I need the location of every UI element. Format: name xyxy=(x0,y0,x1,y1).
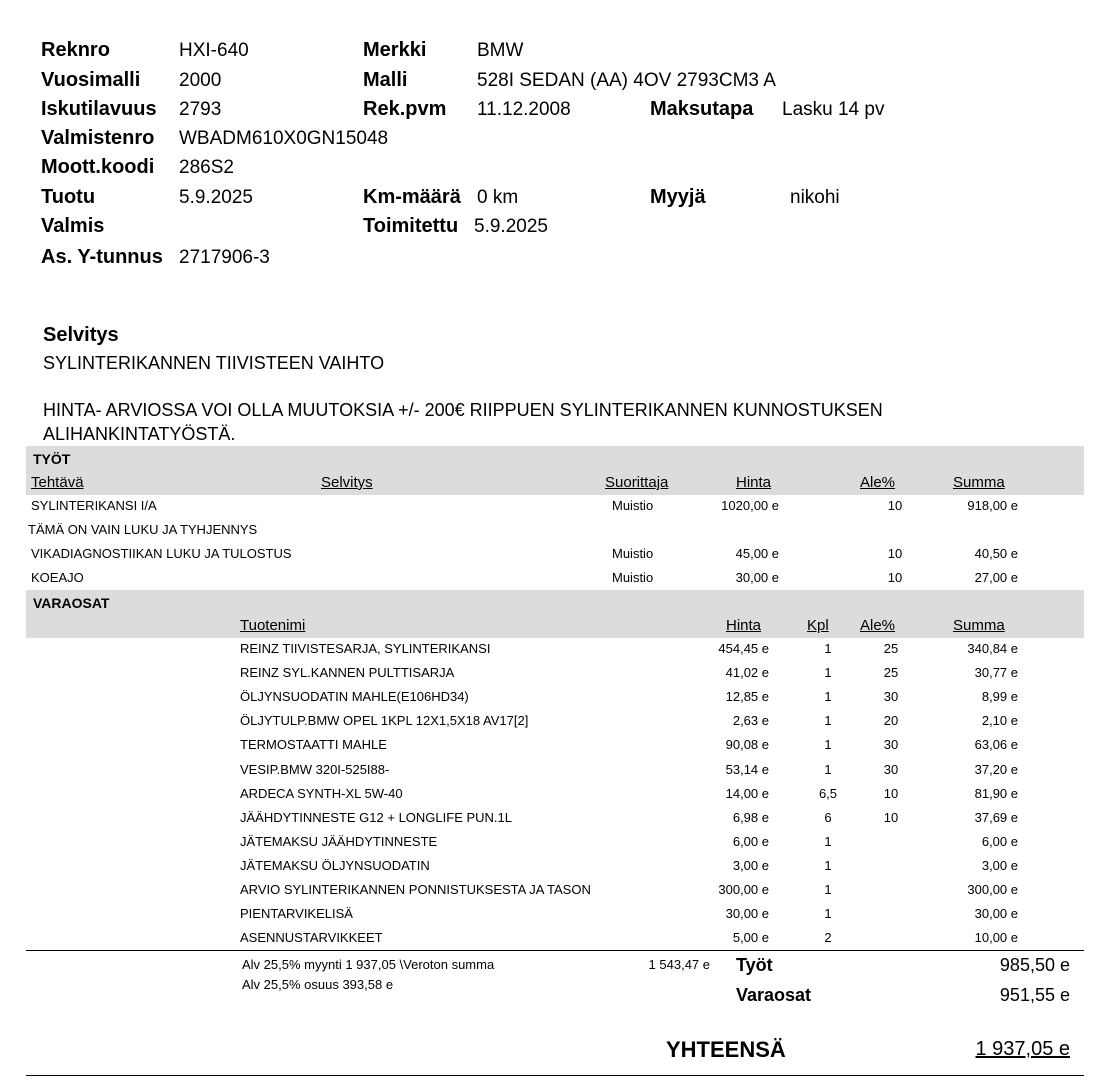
part-qty: 1 xyxy=(824,689,832,704)
merkki-value: BMW xyxy=(477,40,524,61)
table-row xyxy=(0,830,1109,854)
table-row xyxy=(0,854,1109,878)
labor-task: VIKADIAGNOSTIIKAN LUKU JA TULOSTUS xyxy=(31,546,292,561)
part-qty: 6 xyxy=(824,810,832,825)
labor-price: 1020,00 e xyxy=(721,498,779,513)
rekpvm-label: Rek.pvm xyxy=(363,98,447,120)
part-discount: 30 xyxy=(883,762,899,777)
malli-value: 528I SEDAN (AA) 4OV 2793CM3 A xyxy=(477,70,776,91)
labor-total-value: 985,50 e xyxy=(999,955,1070,975)
part-sum: 10,00 e xyxy=(974,930,1018,945)
reknro-value: HXI-640 xyxy=(179,40,249,61)
part-price: 41,02 e xyxy=(725,665,769,680)
bottom-divider xyxy=(26,1075,1084,1076)
labor-discount: 10 xyxy=(887,570,903,585)
tuotu-value: 5.9.2025 xyxy=(179,187,253,208)
table-row xyxy=(0,733,1109,757)
part-qty: 1 xyxy=(824,641,832,656)
part-name: PIENTARVIKELISÄ xyxy=(240,906,353,921)
part-sum: 37,20 e xyxy=(974,762,1018,777)
parts-header-band xyxy=(26,590,1084,638)
part-price: 14,00 e xyxy=(725,786,769,801)
ytunnus-value: 2717906-3 xyxy=(179,247,270,268)
part-name: JÄÄHDYTINNESTE G12 + LONGLIFE PUN.1L xyxy=(240,810,512,825)
part-price: 90,08 e xyxy=(725,737,769,752)
parts-col-name: Tuotenimi xyxy=(240,617,306,634)
labor-price: 45,00 e xyxy=(735,546,779,561)
explanation-note-line2: ALIHANKINTATYÖSTÄ. xyxy=(43,424,236,444)
explanation-note-line1: HINTA- ARVIOSSA VOI OLLA MUUTOKSIA +/- 200€ RIIPPUEN SYLINTERIKANNEN KUNNOSTUKSEN xyxy=(43,400,883,420)
reknro-label: Reknro xyxy=(41,39,110,61)
part-discount: 10 xyxy=(883,786,899,801)
part-price: 2,63 e xyxy=(732,713,769,728)
table-row xyxy=(0,709,1109,733)
part-name: ÖLJYNSUODATIN MAHLE(E106HD34) xyxy=(240,689,469,704)
part-name: ÖLJYTULP.BMW OPEL 1KPL 12X1,5X18 AV17[2] xyxy=(240,713,529,728)
labor-performer: Muistio xyxy=(612,498,654,513)
part-qty: 1 xyxy=(824,906,832,921)
part-discount: 20 xyxy=(883,713,899,728)
part-qty: 1 xyxy=(824,834,832,849)
labor-sum: 27,00 e xyxy=(974,570,1018,585)
table-row xyxy=(0,566,1109,590)
labor-discount: 10 xyxy=(887,546,903,561)
labor-section-title: TYÖT xyxy=(33,451,71,467)
moottkoodi-label: Moott.koodi xyxy=(41,156,155,178)
part-price: 53,14 e xyxy=(725,762,769,777)
part-name: JÄTEMAKSU JÄÄHDYTINNESTE xyxy=(240,834,438,849)
part-name: TERMOSTAATTI MAHLE xyxy=(240,737,387,752)
parts-col-discount: Ale% xyxy=(860,617,896,634)
explanation-title: Selvitys xyxy=(43,324,119,346)
vat-net-value: 1 543,47 e xyxy=(648,957,710,972)
part-qty: 6,5 xyxy=(818,786,838,801)
labor-col-sum: Summa xyxy=(953,474,1005,491)
parts-section-title: VARAOSAT xyxy=(33,595,110,611)
part-sum: 63,06 e xyxy=(974,737,1018,752)
table-row xyxy=(0,878,1109,902)
part-sum: 300,00 e xyxy=(967,882,1018,897)
part-price: 454,45 e xyxy=(718,641,769,656)
table-row xyxy=(0,494,1109,518)
part-name: JÄTEMAKSU ÖLJYNSUODATIN xyxy=(240,858,430,873)
part-price: 3,00 e xyxy=(732,858,769,873)
part-sum: 81,90 e xyxy=(974,786,1018,801)
parts-total-label: Varaosat xyxy=(736,985,812,1005)
part-sum: 2,10 e xyxy=(981,713,1018,728)
vat-share-line: Alv 25,5% osuus 393,58 e xyxy=(242,977,394,992)
rekpvm-value: 11.12.2008 xyxy=(477,99,571,120)
ytunnus-label: As. Y-tunnus xyxy=(41,246,163,268)
labor-col-task: Tehtävä xyxy=(31,474,84,491)
toimitettu-label: Toimitettu xyxy=(363,215,459,237)
grand-total-value: 1 937,05 e xyxy=(975,1038,1070,1060)
part-price: 30,00 e xyxy=(725,906,769,921)
labor-total-label: Työt xyxy=(736,955,773,975)
vuosimalli-label: Vuosimalli xyxy=(41,69,141,91)
table-row xyxy=(0,926,1109,950)
iskutilavuus-label: Iskutilavuus xyxy=(41,98,157,120)
labor-sum: 40,50 e xyxy=(974,546,1018,561)
part-name: ASENNUSTARVIKKEET xyxy=(240,930,383,945)
part-sum: 37,69 e xyxy=(974,810,1018,825)
table-row xyxy=(0,806,1109,830)
part-name: ARVIO SYLINTERIKANNEN PONNISTUKSESTA JA TASON xyxy=(240,882,591,897)
part-sum: 6,00 e xyxy=(981,834,1018,849)
part-sum: 340,84 e xyxy=(967,641,1018,656)
table-row xyxy=(0,685,1109,709)
malli-label: Malli xyxy=(363,69,408,91)
part-price: 300,00 e xyxy=(718,882,769,897)
table-row xyxy=(0,637,1109,661)
part-discount: 30 xyxy=(883,737,899,752)
kmmaara-value: 0 km xyxy=(477,187,519,208)
toimitettu-value: 5.9.2025 xyxy=(474,216,548,237)
table-row xyxy=(0,782,1109,806)
part-name: REINZ TIIVISTESARJA, SYLINTERIKANSI xyxy=(240,641,491,656)
part-qty: 1 xyxy=(824,737,832,752)
totals-divider xyxy=(26,950,1084,951)
part-qty: 2 xyxy=(824,930,832,945)
myyja-label: Myyjä xyxy=(650,186,706,208)
table-row xyxy=(0,758,1109,782)
myyja-value: nikohi xyxy=(790,187,840,208)
labor-task: KOEAJO xyxy=(31,570,84,585)
part-qty: 1 xyxy=(824,665,832,680)
labor-header-band xyxy=(26,446,1084,495)
labor-col-discount: Ale% xyxy=(860,474,896,491)
table-row xyxy=(0,518,1109,542)
part-name: ARDECA SYNTH-XL 5W-40 xyxy=(240,786,403,801)
tuotu-label: Tuotu xyxy=(41,186,96,208)
table-row xyxy=(0,902,1109,926)
part-price: 6,98 e xyxy=(732,810,769,825)
part-sum: 8,99 e xyxy=(981,689,1018,704)
part-discount: 10 xyxy=(883,810,899,825)
part-sum: 30,00 e xyxy=(974,906,1018,921)
part-name: REINZ SYL.KANNEN PULTTISARJA xyxy=(240,665,455,680)
part-name: VESIP.BMW 320I-525I88- xyxy=(240,762,390,777)
table-row xyxy=(0,661,1109,685)
part-sum: 30,77 e xyxy=(974,665,1018,680)
valmistenro-label: Valmistenro xyxy=(41,127,155,149)
labor-task: SYLINTERIKANSI I/A xyxy=(31,498,157,513)
part-discount: 25 xyxy=(883,665,899,680)
grand-total-label: YHTEENSÄ xyxy=(666,1037,786,1062)
labor-col-desc: Selvitys xyxy=(321,474,373,491)
labor-sum: 918,00 e xyxy=(967,498,1018,513)
valmistenro-value: WBADM610X0GN15048 xyxy=(179,128,389,149)
parts-total-value: 951,55 e xyxy=(999,985,1070,1005)
labor-price: 30,00 e xyxy=(735,570,779,585)
kmmaara-label: Km-määrä xyxy=(363,186,461,208)
labor-col-performer: Suorittaja xyxy=(605,474,669,491)
labor-performer: Muistio xyxy=(612,570,654,585)
part-sum: 3,00 e xyxy=(981,858,1018,873)
moottkoodi-value: 286S2 xyxy=(179,157,234,178)
part-qty: 1 xyxy=(824,858,832,873)
labor-discount: 10 xyxy=(887,498,903,513)
labor-note: TÄMÄ ON VAIN LUKU JA TYHJENNYS xyxy=(28,522,258,537)
part-discount: 25 xyxy=(883,641,899,656)
part-qty: 1 xyxy=(824,882,832,897)
parts-col-qty: Kpl xyxy=(807,617,829,634)
part-price: 6,00 e xyxy=(732,834,769,849)
maksutapa-label: Maksutapa xyxy=(650,98,754,120)
parts-col-sum: Summa xyxy=(953,617,1005,634)
merkki-label: Merkki xyxy=(363,39,427,61)
parts-col-price: Hinta xyxy=(726,617,762,634)
vat-sales-line: Alv 25,5% myynti 1 937,05 \Veroton summa xyxy=(242,957,495,972)
maksutapa-value: Lasku 14 pv xyxy=(782,99,885,120)
part-discount: 30 xyxy=(883,689,899,704)
part-price: 12,85 e xyxy=(725,689,769,704)
labor-performer: Muistio xyxy=(612,546,654,561)
iskutilavuus-value: 2793 xyxy=(179,99,222,120)
part-qty: 1 xyxy=(824,713,832,728)
labor-col-price: Hinta xyxy=(736,474,772,491)
vuosimalli-value: 2000 xyxy=(179,70,222,91)
part-qty: 1 xyxy=(824,762,832,777)
valmis-label: Valmis xyxy=(41,215,105,237)
explanation-line: SYLINTERIKANNEN TIIVISTEEN VAIHTO xyxy=(43,353,385,373)
table-row xyxy=(0,542,1109,566)
part-price: 5,00 e xyxy=(732,930,769,945)
